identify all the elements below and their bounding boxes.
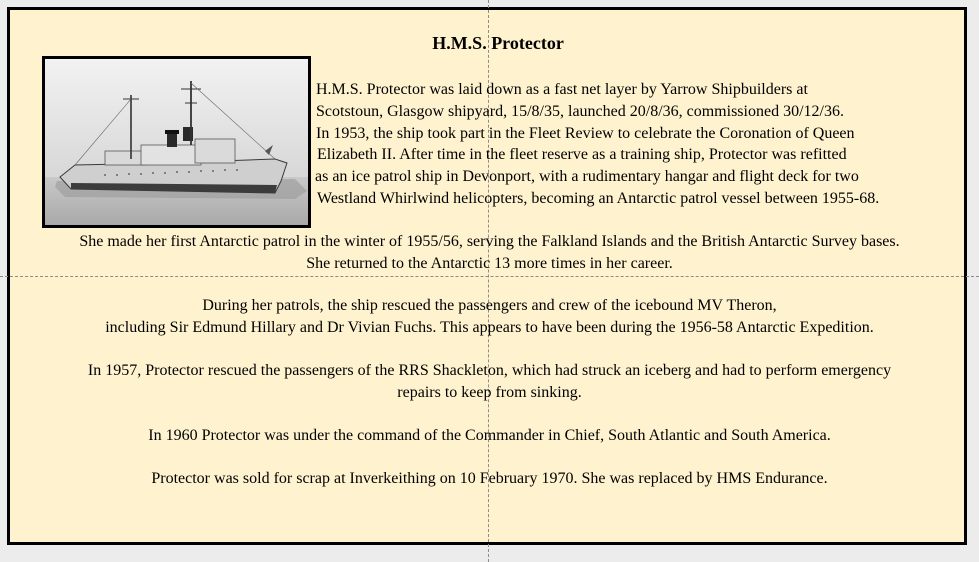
- paragraph-line: Protector was sold for scrap at Inverkeithing on 10 February 1970. She was replaced by HMS Endurance.: [151, 470, 828, 487]
- ship-photo: [42, 56, 311, 228]
- intro-line: Elizabeth II. After time in the fleet reserve as a training ship, Protector was refitted: [317, 146, 847, 164]
- intro-line: Westland Whirlwind helicopters, becoming an Antarctic patrol vessel between 1955-68.: [317, 189, 880, 207]
- paragraph-line: repairs to keep from sinking.: [397, 383, 582, 401]
- paragraph-line: During her patrols, the ship rescued the passengers and crew of the icebound MV Theron,: [202, 297, 777, 314]
- intro-line: as an ice patrol ship in Devonport, with a rudimentary hangar and flight deck for two: [315, 168, 859, 186]
- paragraph-shackleton-rescue: [10, 360, 969, 404]
- horizontal-guide-line: [0, 276, 979, 277]
- paragraph-command: [10, 425, 969, 447]
- paragraph-line: In 1960 Protector was under the command of the Commander in Chief, South Atlantic and South America.: [148, 427, 831, 444]
- intro-line: H.M.S. Protector was laid down as a fast net layer by Yarrow Shipbuilders at: [316, 81, 808, 98]
- paragraph-line: In 1957, Protector rescued the passengers of the RRS Shackleton, which had struck an iceberg and had to perform emergency: [87, 362, 892, 379]
- page-title: H.M.S. Protector: [432, 33, 564, 53]
- paragraph-line: She returned to the Antarctic 13 more times in her career.: [306, 254, 673, 272]
- paragraph-first-patrol: [10, 231, 969, 275]
- intro-line: In 1953, the ship took part in the Fleet Review to celebrate the Coronation of Queen: [316, 124, 855, 142]
- intro-line: Scotstoun, Glasgow shipyard, 15/8/35, launched 20/8/36, commissioned 30/12/36.: [316, 102, 844, 120]
- paragraph-line: including Sir Edmund Hillary and Dr Vivian Fuchs. This appears to have been during the 1956-58 Antarctic Expedition.: [105, 318, 874, 336]
- paragraph-scrapped: [10, 468, 969, 490]
- ship-photo-image: [45, 59, 308, 225]
- paragraph-line: She made her first Antarctic patrol in the winter of 1955/56, serving the Falkland Islands and the British Antarctic Survey bases.: [79, 233, 900, 250]
- intro-text: [316, 79, 966, 210]
- paragraph-theron-rescue: [10, 295, 969, 339]
